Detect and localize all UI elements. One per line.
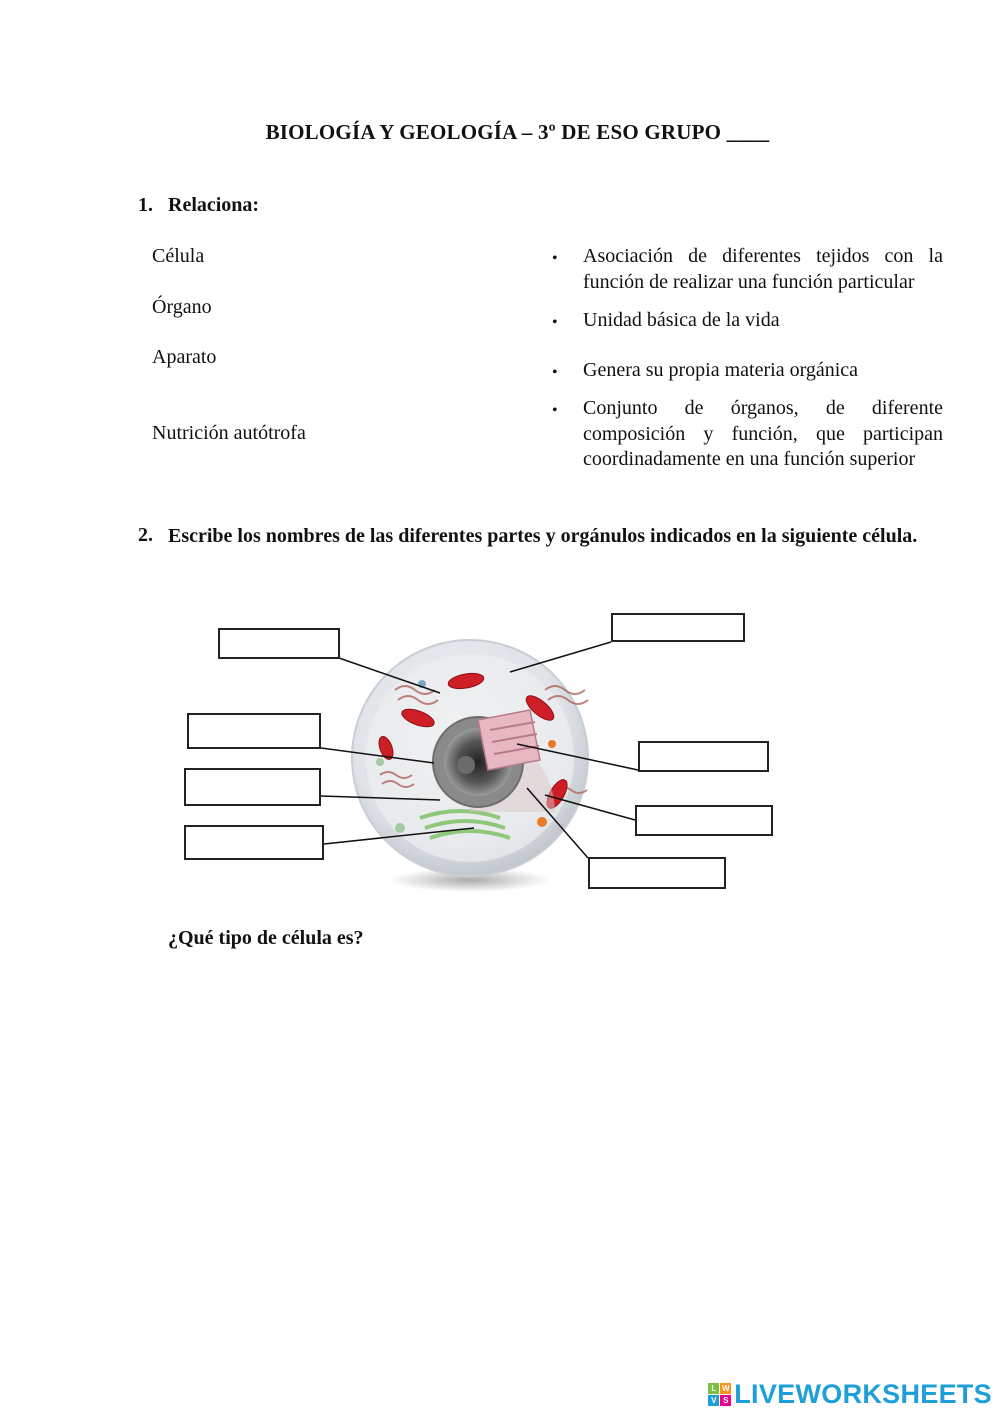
question-2-prompt: Escribe los nombres de las diferentes partes y orgánulos indicados en la siguiente célula. <box>168 525 918 547</box>
liveworksheets-branding <box>708 1376 992 1412</box>
definition-item[interactable]: Asociación de diferentes tejidos con la función de realizar una función particular <box>583 245 943 293</box>
bullet-icon: • <box>552 314 558 331</box>
question-2-number: 2. <box>138 524 153 546</box>
question-1-number: 1. <box>138 194 153 216</box>
term-item[interactable]: Nutrición autótrofa <box>152 422 306 444</box>
definition-item[interactable]: Unidad básica de la vida <box>583 309 780 331</box>
label-box[interactable] <box>635 805 773 836</box>
label-box[interactable] <box>638 741 769 772</box>
bullet-icon: • <box>552 402 558 419</box>
rough-er-block <box>478 710 540 770</box>
definition-item[interactable]: Genera su propia materia orgánica <box>583 359 859 381</box>
cell-type-question: ¿Qué tipo de célula es? <box>168 927 364 949</box>
term-item[interactable]: Célula <box>152 245 205 267</box>
liveworksheets-logo-icon: L W V S <box>708 1383 731 1406</box>
label-box[interactable] <box>187 713 321 749</box>
animal-cell-diagram <box>0 590 1000 910</box>
label-box[interactable] <box>218 628 340 659</box>
label-box[interactable] <box>184 768 321 806</box>
label-box[interactable] <box>184 825 324 860</box>
label-box[interactable] <box>611 613 745 642</box>
question-1-prompt: Relaciona: <box>168 194 260 216</box>
bullet-icon: • <box>552 250 558 267</box>
term-item[interactable]: Aparato <box>152 346 217 368</box>
bullet-icon: • <box>552 364 558 381</box>
nucleolus <box>457 756 475 774</box>
definition-item[interactable]: Conjunto de órganos, de diferente composición y función, que participan coordinadamente en una función superior <box>583 397 943 470</box>
label-box[interactable] <box>588 857 726 889</box>
page-title: BIOLOGÍA Y GEOLOGÍA – 3º DE ESO GRUPO ____ <box>265 120 770 144</box>
term-item[interactable]: Órgano <box>152 296 212 318</box>
brand-name: LIVEWORKSHEETS <box>734 1378 992 1409</box>
